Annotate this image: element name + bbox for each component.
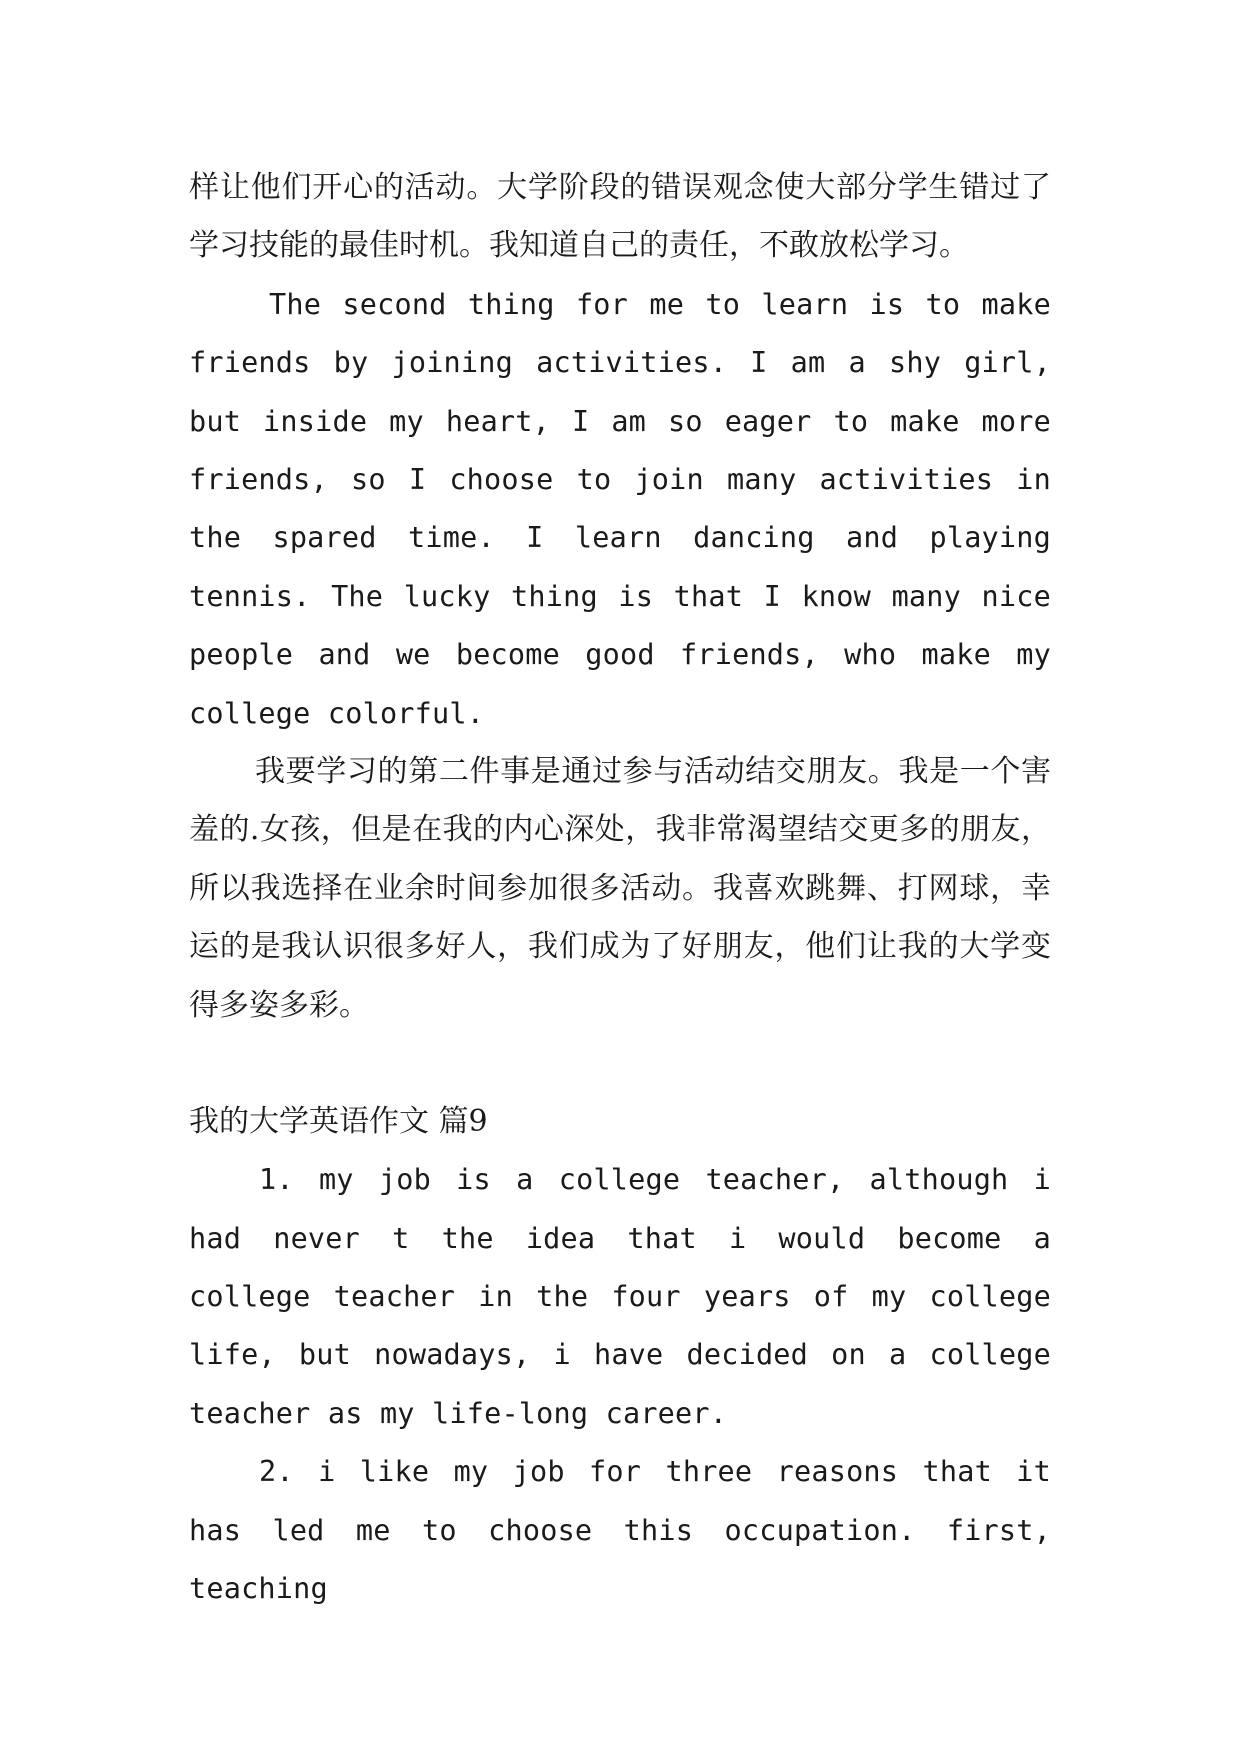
paragraph-numbered-2: 2. i like my job for three reasons that it has led me to choose this occupation. first, teaching: [189, 1455, 1051, 1605]
section-heading: 我的大学英语作文 篇9: [189, 1104, 488, 1140]
paragraph-numbered-1: 1. my job is a college teacher, although i had never t the idea that i would become a college teacher in the four years of my college life, but nowadays, i have decided on a college teacher as my life-long career.: [189, 1163, 1051, 1430]
paragraph-chinese-1: 样让他们开心的活动。大学阶段的错误观念使大部分学生错过了学习技能的最佳时机。我知道自己的责任，不敢放松学习。: [189, 170, 1051, 264]
document-page: [189, 159, 1051, 1618]
paragraph-english-2: The second thing for me to learn is to make friends by joining activities. I am a shy girl, but inside my heart, I am so eager to make more friends, so I choose to join many activities in the spared time. I learn dancing and playing tennis. The lucky thing is that I know many nice people and we become good friends, who make my college colorful.: [189, 287, 1051, 730]
paragraph-chinese-3: 我要学习的第二件事是通过参与活动结交朋友。我是一个害羞的.女孩，但是在我的内心深处，我非常渴望结交更多的朋友，所以我选择在业余时间参加很多活动。我喜欢跳舞、打网球，幸运的是我认识很多好人，我们成为了好朋友，他们让我的大学变得多姿多彩。: [189, 754, 1051, 1023]
